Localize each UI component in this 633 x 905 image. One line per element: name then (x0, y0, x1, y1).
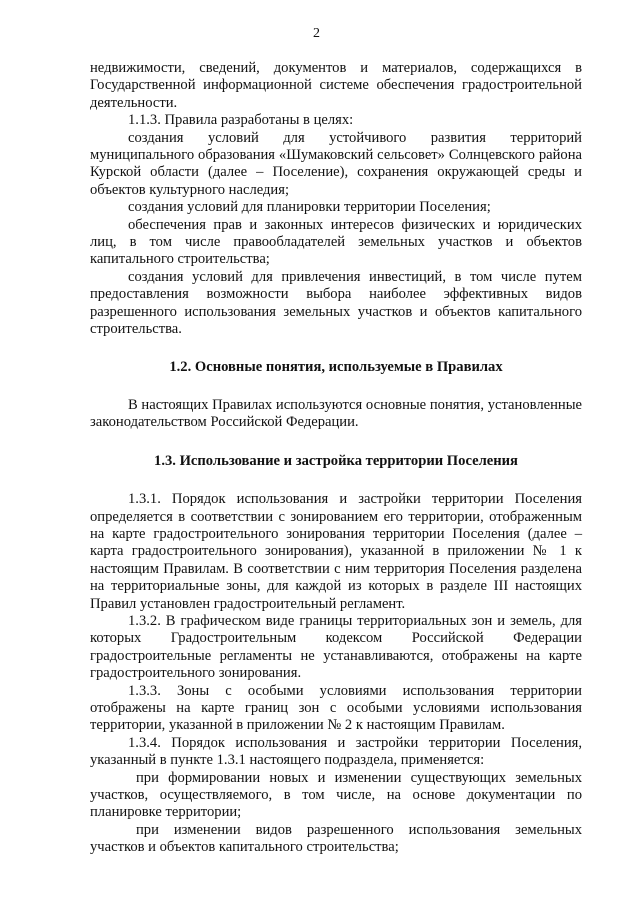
section-heading-1-2: 1.2. Основные понятия, используемые в Правилах (169, 358, 503, 375)
paragraph-1-3-2: 1.3.2. В графическом виде границы территориальных зон и земель, для которых Градостроительным кодексом Российской Федерации градостроительные регламенты не устанавливаются, отображены на карте градостроительного зонирования. (90, 612, 582, 682)
paragraph-goal-development: создания условий для устойчивого развития территорий муниципального образования «Шумаковский сельсовет» Солнцевского района Курской области (далее – Поселение), сохранения окружающей среды и объектов культурного наследия; (90, 129, 582, 198)
paragraph-case-permitted-use: при изменении видов разрешенного использования земельных участков и объектов капитального строительства; (90, 821, 582, 856)
paragraph-goal-rights: обеспечения прав и законных интересов физических и юридических лиц, в том числе правообладателей земельных участков и объектов капитального строительства; (90, 216, 582, 268)
paragraph-1-3-4: 1.3.4. Порядок использования и застройки территории Поселения, указанный в пункте 1.3.1 настоящего подраздела, применяется: (90, 734, 582, 769)
paragraph-1-2: В настоящих Правилах используются основные понятия, установленные законодательством Российской Федерации. (90, 396, 582, 431)
paragraph-1-3-3: 1.3.3. Зоны с особыми условиями использования территории отображены на карте границ зон с особыми условиями использования территории, указанной в приложении № 2 к настоящим Правилам. (90, 682, 582, 734)
paragraph-goal-investment: создания условий для привлечения инвестиций, в том числе путем предоставления возможности выбора наиболее эффективных видов разрешенного использования земельных участков и объектов капитального строительства. (90, 268, 582, 338)
paragraph-case-land-plots: при формировании новых и изменении существующих земельных участков, осуществляемого, в том числе, на основе документации по планировке территории; (90, 769, 582, 821)
paragraph-1-3-1: 1.3.1. Порядок использования и застройки территории Поселения определяется в соответствии с зонированием его территории, отображенным на карте градостроительного зонирования территории Поселения (далее – карта градостроительного зонирования), указанной в приложении № 1 к настоящим Правилам. В соответствии с ним территория Поселения разделена на территориальные зоны, для каждой из которых в разделе III настоящих Правил установлен градостроительный регламент. (90, 491, 582, 612)
page-number: 2 (313, 26, 320, 41)
paragraph-1-1-3: 1.1.3. Правила разработаны в целях: (128, 112, 354, 129)
section-heading-1-3: 1.3. Использование и застройка территории Поселения (154, 452, 518, 469)
paragraph-goal-planning: создания условий для планировки территории Поселения; (128, 199, 491, 216)
document-body (90, 60, 582, 857)
paragraph-continuation: недвижимости, сведений, документов и материалов, содержащихся в Государственной информационной системе обеспечения градостроительной деятельности. (90, 60, 582, 111)
